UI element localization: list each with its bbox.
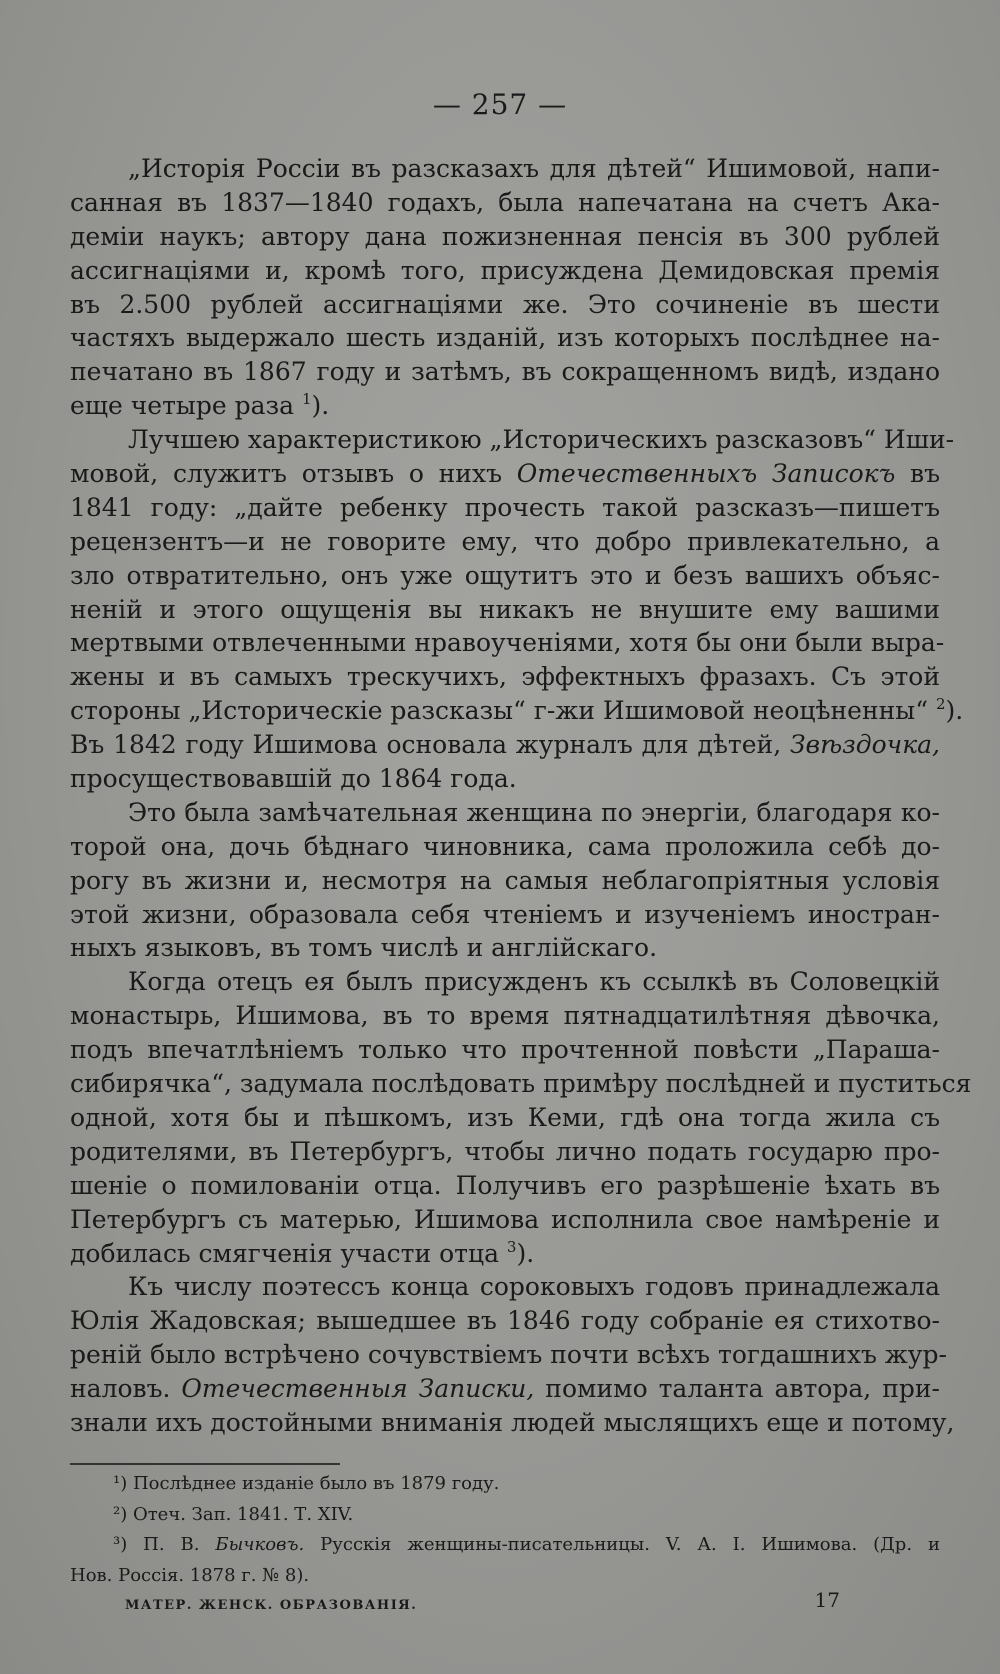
- footnote-continuation: Нов. Россія. 1878 г. № 8).: [70, 1564, 310, 1586]
- sheet-number: 17: [814, 1588, 840, 1612]
- text-line: санная въ 1837—1840 годахъ, была напечатана на счетъ Ака-: [70, 187, 940, 217]
- text-line: въ 2.500 рублей ассигнаціями же. Это сочиненіе въ шести: [70, 289, 940, 319]
- text-line: жены и въ самыхъ трескучихъ, эффектныхъ фразахъ. Съ этой: [70, 662, 940, 692]
- text-line: ассигнаціями и, кромѣ того, присуждена Демидовская премія: [70, 255, 940, 285]
- text-span: въ: [910, 459, 940, 489]
- text-span: ³) П. В.: [113, 1534, 200, 1555]
- text-line: [70, 728, 940, 762]
- text-line: зло отвратительно, онъ уже ощутитъ это и безъ вашихъ объяс-: [70, 560, 940, 590]
- journal-title: Отечественныя Записки,: [181, 1374, 535, 1404]
- journal-title: Отечественныхъ Записокъ: [516, 459, 896, 489]
- footnote: [70, 1530, 940, 1561]
- footnote: ¹) Послѣднее изданіе было въ 1879 году.: [113, 1473, 500, 1494]
- text-span: помимо таланта автора, при-: [545, 1374, 940, 1404]
- text-line: [70, 389, 940, 423]
- text-line: сибирячка“, задумала послѣдовать примѣру послѣдней и пуститься: [70, 1069, 972, 1099]
- footnotes: [70, 1469, 940, 1591]
- text-line: монастырь, Ишимова, въ то время пятнадцатилѣтняя дѣвочка,: [70, 1001, 940, 1031]
- text-line: подъ впечатлѣніемъ только что прочтенной повѣсти „Параша-: [70, 1035, 940, 1065]
- text-span: Русскія женщины-писательницы. V. А. I. Ишимова. (Др. и: [320, 1534, 940, 1555]
- text-line: рогу въ жизни и, несмотря на самыя неблагопріятныя условія: [70, 865, 940, 895]
- footnote-ref-close: ).: [516, 1238, 535, 1268]
- text-line: Петербургъ съ матерью, Ишимова исполнила свое намѣреніе и: [70, 1204, 940, 1234]
- text-span: мовой, служитъ отзывъ о нихъ: [70, 459, 502, 489]
- text-line: знали ихъ достойными вниманія людей мыслящихъ еще и потому,: [70, 1407, 955, 1437]
- text-line: „Исторія Россіи въ разсказахъ для дѣтей“ Ишимовой, напи-: [128, 154, 940, 183]
- journal-title: Звѣздочка,: [789, 730, 940, 760]
- text-line: деміи наукъ; автору дана пожизненная пенсія въ 300 рублей: [70, 221, 940, 251]
- text-line: одной, хотя бы и пѣшкомъ, изъ Кеми, гдѣ она тогда жила съ: [70, 1102, 940, 1132]
- footnote-ref: 2: [935, 695, 946, 714]
- text-line: родителями, въ Петербургъ, чтобы лично подать государю про-: [70, 1136, 940, 1166]
- text-span: добилась смягченія участи отца: [70, 1238, 499, 1268]
- text-line: печатано въ 1867 году и затѣмъ, въ сокращенномъ видѣ, издано: [70, 357, 940, 387]
- text-line: Къ числу поэтессъ конца сороковыхъ годовъ принадлежала: [128, 1272, 940, 1302]
- footnote-ref: 3: [506, 1237, 517, 1256]
- text-line: мертвыми отвлеченными нравоученіями, хотя бы они были выра-: [70, 628, 945, 658]
- text-line: Юлія Жадовская; вышедшее въ 1846 году собраніе ея стихотво-: [70, 1306, 940, 1336]
- text-span: еще четыре раза: [70, 391, 295, 421]
- text-line: Лучшею характеристикою „Историческихъ разсказовъ“ Иши-: [128, 425, 955, 455]
- text-line: этой жизни, образовала себя чтеніемъ и изученіемъ иностран-: [70, 899, 940, 929]
- footnote-ref-close: ).: [945, 696, 964, 726]
- footnote-ref-close: ).: [311, 391, 330, 421]
- text-line: просуществовавшій до 1864 года.: [70, 764, 517, 794]
- text-line: шеніе о помилованіи отца. Получивъ его разрѣшеніе ѣхать въ: [70, 1170, 940, 1200]
- footnote-divider: [70, 1463, 340, 1465]
- author-name: Бычковъ.: [215, 1534, 305, 1555]
- main-text: [70, 152, 972, 1440]
- text-line: Когда отецъ ея былъ присужденъ къ ссылкѣ въ Соловецкій: [128, 967, 940, 997]
- text-line: 1841 году: „дайте ребенку прочесть такой разсказъ—пишетъ: [70, 492, 940, 522]
- signature-mark: МАТЕР. ЖЕНСК. ОБРАЗОВАНІЯ.: [125, 1598, 418, 1613]
- page-number: — 257 —: [432, 88, 568, 121]
- text-line: [70, 1372, 940, 1406]
- text-span: наловъ.: [70, 1374, 171, 1404]
- text-line: ныхъ языковъ, въ томъ числѣ и англійскаго.: [70, 933, 658, 963]
- footnote-ref: 1: [301, 390, 312, 409]
- text-line: неній и этого ощущенія вы никакъ не внушите ему вашими: [70, 594, 940, 624]
- text-line: [70, 457, 940, 491]
- text-line: реній было встрѣчено сочувствіемъ почти всѣхъ тогдашнихъ жур-: [70, 1340, 947, 1370]
- text-line: [70, 1237, 940, 1271]
- text-line: рецензентъ—и не говорите ему, что добро привлекательно, а: [70, 526, 940, 556]
- text-line: Это была замѣчательная женщина по энергіи, благодаря ко-: [128, 797, 940, 827]
- text-line: [70, 694, 964, 728]
- footnote: ²) Отеч. Зап. 1841. Т. XIV.: [113, 1503, 354, 1525]
- text-span: стороны „Историческіе разсказы“ г-жи Ишимовой неоцѣненны“: [70, 696, 928, 726]
- text-line: частяхъ выдержало шесть изданій, изъ которыхъ послѣднее на-: [70, 323, 940, 353]
- text-span: Въ 1842 году Ишимова основала журналъ для дѣтей,: [70, 730, 782, 760]
- text-line: торой она, дочь бѣднаго чиновника, сама проложила себѣ до-: [70, 831, 940, 861]
